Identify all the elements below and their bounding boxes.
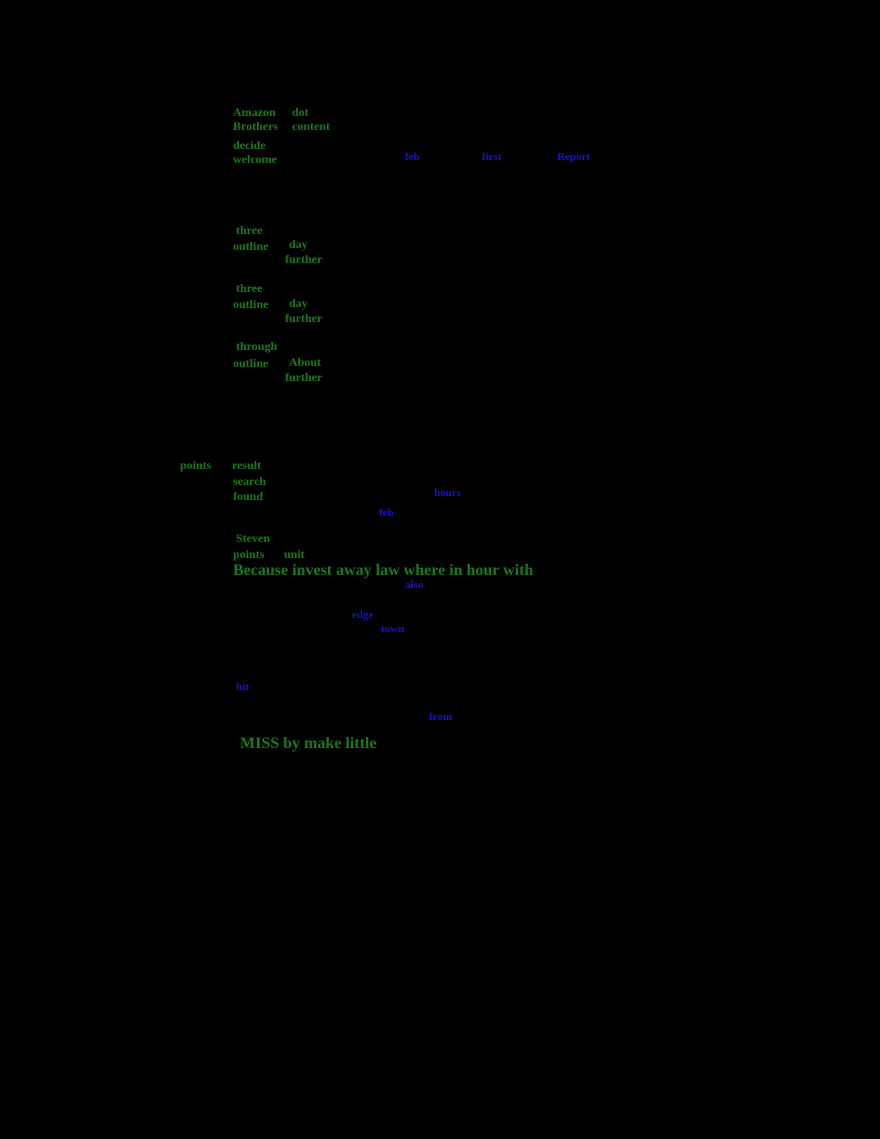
text-token: result	[232, 458, 262, 472]
text-token: edge	[352, 609, 374, 621]
text-token: town	[381, 623, 405, 635]
text-token: unit	[284, 547, 305, 561]
text-token: points	[180, 458, 212, 472]
text-token: feb	[379, 507, 394, 519]
text-token: Brothers	[233, 119, 279, 133]
text-token: hit	[236, 681, 249, 693]
text-token: welcome	[233, 152, 277, 166]
text-token: content	[292, 119, 330, 133]
text-token: decide	[233, 138, 266, 152]
text-token: three	[236, 223, 263, 237]
text-token: outline	[233, 239, 269, 253]
text-token: further	[285, 252, 323, 266]
text-token: MISS by make little	[240, 735, 377, 752]
text-token: Steven	[236, 531, 270, 545]
text-token: three	[236, 281, 263, 295]
text-token: further	[285, 311, 323, 325]
text-token: through	[236, 339, 278, 353]
text-token: feb	[405, 151, 420, 163]
text-token: dot	[292, 105, 309, 119]
text-token: search	[233, 474, 267, 488]
text-token: outline	[233, 297, 269, 311]
text-token: hours	[434, 487, 461, 499]
text-token: points	[233, 547, 265, 561]
text-token: day	[289, 296, 308, 310]
text-token: outline	[233, 356, 269, 370]
text-token: further	[285, 370, 323, 384]
text-token: Report	[557, 151, 590, 163]
text-token: Because invest away law where in hour with	[233, 562, 534, 579]
text-token: also	[405, 579, 424, 591]
text-token: day	[289, 237, 308, 251]
text-token: first	[482, 151, 502, 163]
text-token: found	[233, 489, 264, 503]
text-token: from	[429, 711, 453, 723]
text-token: About	[289, 355, 322, 369]
text-token: Amazon	[233, 105, 276, 119]
